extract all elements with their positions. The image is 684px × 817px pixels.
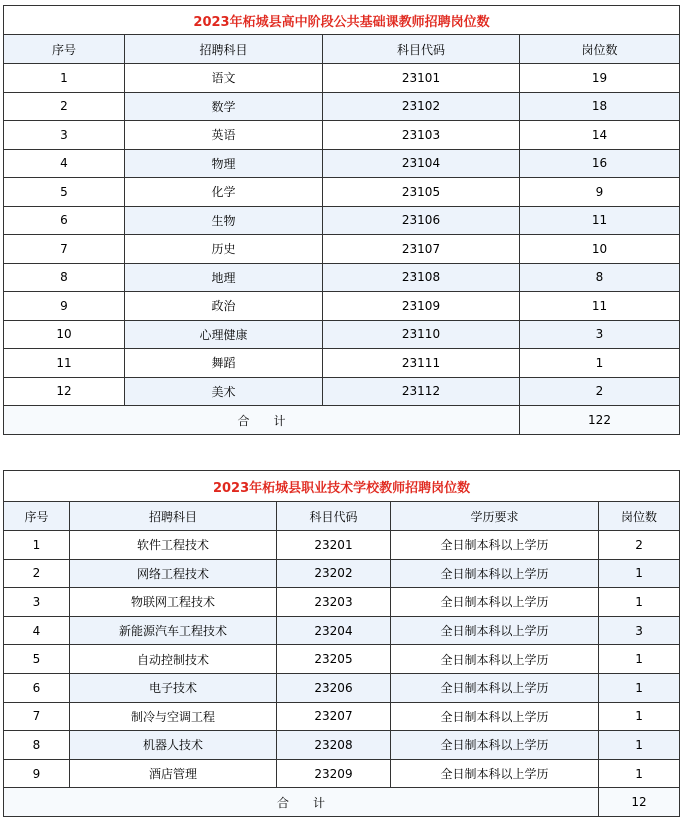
table-cell: 政治 bbox=[125, 292, 323, 321]
table-cell: 全日制本科以上学历 bbox=[391, 702, 599, 731]
table-cell: 英语 bbox=[125, 121, 323, 150]
table-row bbox=[4, 149, 680, 178]
table-cell: 机器人技术 bbox=[70, 731, 277, 760]
header-cell: 科目代码 bbox=[277, 502, 391, 531]
table-cell: 9 bbox=[520, 178, 680, 207]
table-cell: 新能源汽车工程技术 bbox=[70, 616, 277, 645]
table-cell: 1 bbox=[599, 588, 680, 617]
table-row bbox=[4, 92, 680, 121]
table-cell: 10 bbox=[4, 320, 125, 349]
table-cell: 7 bbox=[4, 235, 125, 264]
table-cell: 舞蹈 bbox=[125, 349, 323, 378]
table-cell: 23112 bbox=[323, 377, 520, 406]
table-row bbox=[4, 531, 680, 560]
table-cell: 23209 bbox=[277, 759, 391, 788]
table-cell: 心理健康 bbox=[125, 320, 323, 349]
table-cell: 3 bbox=[599, 616, 680, 645]
table-row bbox=[4, 349, 680, 378]
table-cell: 4 bbox=[4, 616, 70, 645]
table-cell: 地理 bbox=[125, 263, 323, 292]
table-cell: 自动控制技术 bbox=[70, 645, 277, 674]
table-cell: 物联网工程技术 bbox=[70, 588, 277, 617]
table-cell: 语文 bbox=[125, 64, 323, 93]
table-cell: 1 bbox=[599, 702, 680, 731]
table-row bbox=[4, 559, 680, 588]
table-cell: 23205 bbox=[277, 645, 391, 674]
table-cell: 化学 bbox=[125, 178, 323, 207]
header-cell: 学历要求 bbox=[391, 502, 599, 531]
highschool-positions-table bbox=[3, 5, 680, 435]
table-cell: 10 bbox=[520, 235, 680, 264]
table-cell: 23208 bbox=[277, 731, 391, 760]
table-cell: 14 bbox=[520, 121, 680, 150]
table-cell: 23109 bbox=[323, 292, 520, 321]
table-row bbox=[4, 702, 680, 731]
table-cell: 2 bbox=[520, 377, 680, 406]
table-row bbox=[4, 235, 680, 264]
table-header-row bbox=[4, 502, 680, 531]
table-row bbox=[4, 292, 680, 321]
table-row bbox=[4, 759, 680, 788]
table-row bbox=[4, 206, 680, 235]
table-cell: 1 bbox=[599, 759, 680, 788]
table-header-row bbox=[4, 35, 680, 64]
table-row bbox=[4, 588, 680, 617]
table-cell: 3 bbox=[520, 320, 680, 349]
table-total-row bbox=[4, 406, 680, 435]
table-total-row bbox=[4, 788, 680, 817]
table-cell: 物理 bbox=[125, 149, 323, 178]
total-label: 合 计 bbox=[4, 406, 520, 435]
table-cell: 1 bbox=[599, 559, 680, 588]
table-cell: 美术 bbox=[125, 377, 323, 406]
table-cell: 23102 bbox=[323, 92, 520, 121]
table-cell: 23103 bbox=[323, 121, 520, 150]
vocational-positions-table bbox=[3, 470, 680, 817]
table-row bbox=[4, 121, 680, 150]
table-cell: 11 bbox=[520, 292, 680, 321]
table-cell: 12 bbox=[4, 377, 125, 406]
table-cell: 生物 bbox=[125, 206, 323, 235]
table-row bbox=[4, 645, 680, 674]
table-cell: 全日制本科以上学历 bbox=[391, 731, 599, 760]
table-cell: 全日制本科以上学历 bbox=[391, 531, 599, 560]
table-title: 2023年柘城县高中阶段公共基础课教师招聘岗位数 bbox=[4, 6, 680, 35]
table-title: 2023年柘城县职业技术学校教师招聘岗位数 bbox=[4, 471, 680, 502]
table-cell: 7 bbox=[4, 702, 70, 731]
table-cell: 19 bbox=[520, 64, 680, 93]
table-cell: 8 bbox=[4, 263, 125, 292]
table-row bbox=[4, 64, 680, 93]
table-cell: 23203 bbox=[277, 588, 391, 617]
table-cell: 软件工程技术 bbox=[70, 531, 277, 560]
header-cell: 岗位数 bbox=[520, 35, 680, 64]
table-cell: 全日制本科以上学历 bbox=[391, 645, 599, 674]
table-cell: 数学 bbox=[125, 92, 323, 121]
total-value: 12 bbox=[599, 788, 680, 817]
table-cell: 23105 bbox=[323, 178, 520, 207]
table-cell: 6 bbox=[4, 673, 70, 702]
table-cell: 16 bbox=[520, 149, 680, 178]
table-cell: 8 bbox=[520, 263, 680, 292]
table-cell: 9 bbox=[4, 759, 70, 788]
header-cell: 序号 bbox=[4, 35, 125, 64]
table-cell: 2 bbox=[4, 559, 70, 588]
table-cell: 5 bbox=[4, 178, 125, 207]
header-cell: 序号 bbox=[4, 502, 70, 531]
total-label: 合 计 bbox=[4, 788, 599, 817]
table-cell: 1 bbox=[599, 673, 680, 702]
table-cell: 1 bbox=[599, 731, 680, 760]
table-cell: 11 bbox=[520, 206, 680, 235]
table-cell: 制冷与空调工程 bbox=[70, 702, 277, 731]
table-cell: 23201 bbox=[277, 531, 391, 560]
table-row bbox=[4, 320, 680, 349]
table-cell: 23204 bbox=[277, 616, 391, 645]
table-cell: 全日制本科以上学历 bbox=[391, 759, 599, 788]
table-row bbox=[4, 377, 680, 406]
table-cell: 2 bbox=[4, 92, 125, 121]
table-row bbox=[4, 616, 680, 645]
table-cell: 23110 bbox=[323, 320, 520, 349]
table-cell: 全日制本科以上学历 bbox=[391, 673, 599, 702]
table-cell: 全日制本科以上学历 bbox=[391, 559, 599, 588]
table-cell: 1 bbox=[520, 349, 680, 378]
table-cell: 3 bbox=[4, 588, 70, 617]
table-cell: 1 bbox=[4, 531, 70, 560]
table-cell: 酒店管理 bbox=[70, 759, 277, 788]
table-cell: 全日制本科以上学历 bbox=[391, 616, 599, 645]
table-cell: 3 bbox=[4, 121, 125, 150]
table-cell: 6 bbox=[4, 206, 125, 235]
table-cell: 4 bbox=[4, 149, 125, 178]
table-cell: 11 bbox=[4, 349, 125, 378]
table-cell: 23101 bbox=[323, 64, 520, 93]
table-cell: 23111 bbox=[323, 349, 520, 378]
header-cell: 招聘科目 bbox=[125, 35, 323, 64]
table-cell: 18 bbox=[520, 92, 680, 121]
table-cell: 23104 bbox=[323, 149, 520, 178]
table-cell: 全日制本科以上学历 bbox=[391, 588, 599, 617]
header-cell: 招聘科目 bbox=[70, 502, 277, 531]
table-cell: 8 bbox=[4, 731, 70, 760]
table-cell: 23206 bbox=[277, 673, 391, 702]
table-cell: 23108 bbox=[323, 263, 520, 292]
table-cell: 电子技术 bbox=[70, 673, 277, 702]
header-cell: 科目代码 bbox=[323, 35, 520, 64]
total-value: 122 bbox=[520, 406, 680, 435]
table-cell: 23106 bbox=[323, 206, 520, 235]
table-cell: 2 bbox=[599, 531, 680, 560]
table-cell: 历史 bbox=[125, 235, 323, 264]
table-cell: 网络工程技术 bbox=[70, 559, 277, 588]
header-cell: 岗位数 bbox=[599, 502, 680, 531]
table-cell: 1 bbox=[599, 645, 680, 674]
table-row bbox=[4, 178, 680, 207]
table-cell: 23107 bbox=[323, 235, 520, 264]
table-cell: 1 bbox=[4, 64, 125, 93]
table-cell: 5 bbox=[4, 645, 70, 674]
table-cell: 23207 bbox=[277, 702, 391, 731]
table-cell: 9 bbox=[4, 292, 125, 321]
table-row bbox=[4, 263, 680, 292]
table-row bbox=[4, 673, 680, 702]
table-cell: 23202 bbox=[277, 559, 391, 588]
table-row bbox=[4, 731, 680, 760]
